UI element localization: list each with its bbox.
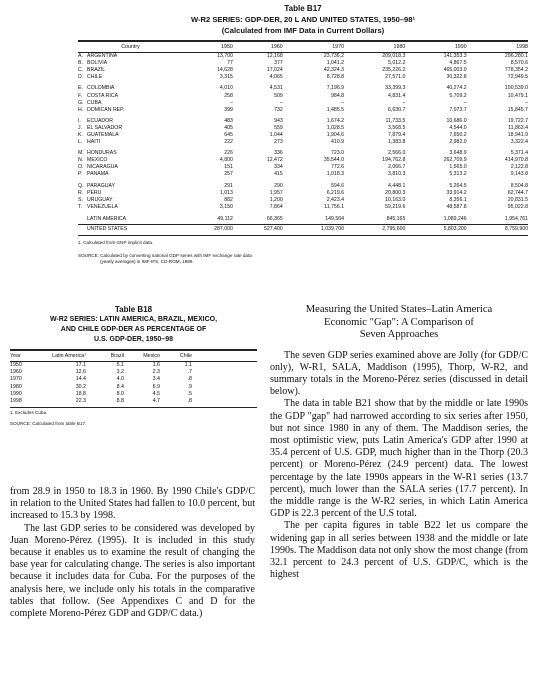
table-cell: 8.0 [116, 390, 124, 397]
paragraph: The per capita figures in table B22 let us compare the widening gap in all series between 1938 and the middle or late 1990s. The Maddison data not only show the most change (from 32.1 percent to 24.3 percent of U.S. GDP/C, which is the highest [270, 520, 528, 581]
table-cell: 882 [224, 196, 233, 203]
table-cell: 2,982.0 [449, 139, 467, 146]
table-cell: 72,949.5 [507, 74, 528, 81]
row-year: 1960 [10, 369, 22, 376]
table-cell: 20,831.5 [507, 196, 528, 203]
table-cell: 7,879.4 [388, 131, 406, 138]
col-header-latin-america: Latin America¹ [52, 353, 86, 359]
country-name: COSTA RICA [87, 92, 119, 99]
country-name: NICARAGUA [87, 164, 118, 171]
table-cell: 235,226.2 [382, 67, 406, 74]
table-cell: 10,479.1 [507, 92, 528, 99]
row-letter: D. [78, 74, 84, 81]
table-row [10, 376, 257, 383]
table-cell: – [229, 99, 233, 106]
table-row [78, 139, 528, 146]
row-letter: P. [78, 171, 83, 178]
table-b18-header-row [10, 351, 257, 362]
table-cell: 645 [224, 131, 233, 138]
table-cell: 483 [224, 117, 233, 124]
col-header-year: 1960 [270, 44, 283, 50]
table-cell: 95,022.8 [507, 203, 528, 210]
table-cell: 4,544.0 [449, 124, 467, 131]
table-cell: 48,587.8 [446, 203, 467, 210]
table-cell: 984.8 [331, 92, 345, 99]
table-cell: 410.9 [331, 139, 345, 146]
row-letter: A. [78, 53, 83, 60]
table-cell: 12.6 [75, 369, 86, 376]
table-b17 [78, 3, 528, 265]
table-cell: 20,800.3 [385, 189, 406, 196]
table-cell: 100,539.0 [504, 85, 528, 92]
table-row [10, 369, 257, 376]
table-cell: 3,568.5 [388, 124, 406, 131]
country-name: HONDURAS [87, 150, 117, 157]
table-cell: 2,423.4 [326, 196, 345, 203]
table-cell: 8.4 [116, 383, 124, 390]
table-cell: 59,219.6 [385, 203, 406, 210]
table-cell: 1,904.6 [326, 131, 345, 138]
table-b17-subtitle: (Calculated from IMF Data in Current Dollars) [221, 26, 385, 35]
table-cell: 1,200 [269, 196, 283, 203]
table-cell: 8,570.6 [510, 60, 528, 67]
table-row [78, 157, 528, 164]
table-row-latin-america [78, 215, 528, 225]
country-name: ECUADOR [87, 117, 113, 124]
table-cell: 10,686.0 [446, 117, 467, 124]
right-column-text [270, 304, 528, 581]
table-cell: 1,028.5 [326, 124, 345, 131]
table-row [78, 150, 528, 157]
col-header-country: Country [121, 44, 140, 50]
table-b18-title-line2: AND CHILE GDP-DER AS PERCENTAGE OF [60, 326, 207, 333]
table-cell: 399 [224, 106, 233, 113]
row-letter: M. [78, 150, 84, 157]
table-cell: 222 [224, 139, 233, 146]
table-cell: 1,383.8 [388, 139, 406, 146]
table-row [78, 132, 528, 139]
table-cell: 7,073.7 [449, 106, 467, 113]
table-b18-title: W-R2 SERIES: LATIN AMERICA, BRAZIL, MEXICO, [49, 316, 218, 323]
table-cell: 4,800 [219, 157, 233, 164]
table-b18 [10, 304, 257, 427]
table-cell: 5,709.2 [449, 92, 467, 99]
country-name: PARAGUAY [87, 182, 116, 189]
table-cell: 732 [274, 106, 283, 113]
section-heading-line: Economic "Gap": A Comparison of [324, 316, 474, 328]
section-heading-line: Measuring the United States–Latin America [305, 304, 493, 315]
table-row [10, 391, 257, 398]
table-cell: 1.1 [184, 362, 192, 369]
col-spacer [192, 369, 257, 376]
col-spacer [192, 384, 257, 391]
table-cell: 1,013 [219, 189, 233, 196]
col-spacer [192, 351, 257, 362]
table-cell: 30,322.8 [446, 74, 467, 81]
table-cell: – [525, 99, 528, 106]
table-b17-label: Table B17 [284, 4, 322, 13]
col-spacer [192, 362, 257, 370]
table-cell: 6,219.6 [326, 189, 345, 196]
table-cell: 5,313.2 [449, 171, 467, 178]
country-name: MEXICO [87, 157, 108, 164]
row-year: 1990 [10, 390, 22, 397]
table-cell: 4,831.4 [388, 92, 406, 99]
table-row [10, 398, 257, 405]
table-cell: 3.4 [152, 376, 160, 383]
table-row [78, 183, 528, 190]
table-cell: 1,485.5 [326, 106, 345, 113]
table-cell: 377 [274, 60, 283, 67]
row-letter [78, 215, 87, 225]
table-cell: 7,196.9 [326, 85, 345, 92]
table-b18-title-line3: U.S. GDP-DER, 1950–98 [94, 336, 173, 343]
table-b17-body [78, 53, 528, 236]
country-name: ARGENTINA [87, 53, 118, 60]
table-cell: .9 [187, 383, 192, 390]
table-cell: 8,504.8 [510, 182, 528, 189]
table-cell: 12,472 [266, 157, 283, 164]
table-cell: 1,674.2 [326, 117, 345, 124]
col-header-year: 1950 [221, 44, 233, 50]
table-row [78, 67, 528, 74]
table-cell: 2.3 [152, 369, 160, 376]
table-cell: 8,728.8 [326, 74, 345, 81]
paragraph: from 28.9 in 1950 to 18.3 in 1960. By 1990 Chile's GDP/C in relation to the United States had fallen to 10.0 percent, but increased to 15.3 by 1998. [10, 486, 255, 522]
table-row [78, 100, 528, 107]
table-cell: 4.7 [152, 398, 160, 405]
table-b18-label: Table B18 [114, 305, 153, 314]
table-row [78, 204, 528, 211]
table-cell: 1.6 [152, 362, 160, 369]
row-letter: T. [78, 203, 83, 210]
col-header-year: 1998 [516, 44, 528, 50]
row-letter: C. [78, 67, 84, 74]
table-cell: 1,041.2 [326, 60, 345, 67]
table-cell: 33,914.2 [446, 189, 467, 196]
country-name: VENEZUELA [87, 203, 118, 210]
row-letter: S. [78, 196, 83, 203]
country-name: BOLIVIA [87, 60, 108, 67]
table-cell: 4,065 [269, 74, 283, 81]
table-row [78, 190, 528, 197]
section-heading-line: Seven Approaches [359, 329, 439, 340]
table-b17-source: SOURCE: Calculated by converting national GDP series with IMF exchange rate data [78, 252, 252, 258]
row-letter: L. [78, 139, 83, 146]
table-cell: 5,264.5 [449, 182, 467, 189]
table-b18-footnote: 1. Excludes Cuba. [10, 410, 48, 416]
row-letter: I. [78, 117, 81, 124]
table-cell: 296,280.1 [504, 53, 528, 60]
table-cell: 66,365 [266, 215, 283, 222]
table-cell: 11,733.5 [385, 117, 406, 124]
col-header-year: 1970 [332, 44, 345, 50]
row-year: 1998 [10, 398, 22, 405]
country-name: GUATEMALA [87, 131, 119, 138]
table-row [10, 384, 257, 391]
row-letter: J. [78, 124, 83, 131]
paragraph: The seven GDP series examined above are Jolly (for GDP/C only), W-R1, SALA, Maddison (1995), Thorp, W-R2, and summary totals in the Moreno-Pérez series (discussed in detail below). [270, 349, 528, 398]
table-cell: 273 [274, 139, 283, 146]
table-cell: 3,810.3 [388, 171, 406, 178]
table-cell: 1,954,761 [504, 215, 528, 222]
table-cell: 4.0 [116, 376, 124, 383]
table-cell: 2,566.0 [388, 150, 406, 157]
table-b17-grid [78, 42, 528, 236]
col-header-year: 1980 [393, 44, 406, 50]
table-row [78, 107, 528, 114]
country-name: EL SALVADOR [87, 124, 123, 131]
table-cell: 8,356.1 [449, 196, 467, 203]
table-cell: .8 [187, 376, 192, 383]
table-cell: 77 [227, 60, 233, 67]
table-b18-source: SOURCE: Calculated from table B17. [10, 421, 87, 427]
country-name: DOMICAN REP. [87, 106, 125, 113]
table-cell: .8 [187, 398, 192, 405]
table-row [78, 85, 528, 92]
table-cell: 509 [274, 92, 283, 99]
table-cell: 30.2 [75, 383, 86, 390]
row-year: 1980 [10, 383, 22, 390]
table-cell: 2,795,600 [344, 224, 405, 235]
table-row [78, 164, 528, 171]
table-cell: 151 [224, 164, 233, 171]
table-row [78, 118, 528, 125]
table-cell: 3,648.9 [449, 150, 467, 157]
table-cell: 594.6 [331, 182, 345, 189]
table-cell: 291 [224, 182, 233, 189]
table-cell: 5,803,200 [405, 224, 466, 235]
row-year: 1950 [10, 362, 22, 369]
table-cell: 6.9 [152, 383, 160, 390]
row-year: 1970 [10, 376, 22, 383]
country-name: COLOMBIA [87, 85, 115, 92]
table-cell: 8.8 [116, 398, 124, 405]
table-cell: 336 [274, 150, 283, 157]
table-cell: 4,531 [269, 85, 283, 92]
table-cell: 3,150 [219, 203, 233, 210]
table-cell: 5.1 [116, 362, 124, 369]
table-cell: 772.6 [331, 164, 345, 171]
table-cell: 1,018.3 [326, 171, 345, 178]
table-cell: 14.4 [75, 376, 86, 383]
table-cell: 17.1 [75, 362, 86, 369]
row-letter: F. [78, 92, 83, 99]
col-header-chile: Chile [179, 353, 192, 359]
table-cell: 4,010 [219, 85, 233, 92]
table-cell: 13,700 [216, 53, 233, 60]
col-spacer [192, 391, 257, 398]
table-cell: 258 [224, 92, 233, 99]
table-b17-footnote: 1. Calculated from GNP implicit data. [78, 239, 154, 245]
row-letter [78, 224, 87, 235]
table-cell: 943 [274, 117, 283, 124]
col-spacer [192, 398, 257, 405]
country-name: CUBA [87, 99, 102, 106]
table-cell: 49,112 [217, 215, 233, 222]
table-cell: – [279, 99, 283, 106]
row-letter: G. [78, 99, 84, 106]
table-b18-grid [10, 351, 257, 405]
table-cell: 12,168 [266, 53, 283, 60]
left-column-text [10, 486, 255, 620]
row-letter: N. [78, 157, 84, 164]
table-cell: 40,274.2 [446, 85, 467, 92]
table-row [78, 60, 528, 67]
table-cell: 6,630.7 [388, 106, 406, 113]
row-letter: R. [78, 189, 84, 196]
table-cell: – [341, 99, 345, 106]
table-cell: 4,448.1 [388, 182, 406, 189]
table-b18-header [10, 304, 257, 345]
table-cell: 23,736.2 [323, 53, 345, 60]
row-letter: Q. [78, 182, 84, 189]
table-cell: 414,970.8 [504, 157, 528, 164]
table-cell: 2,122.8 [510, 164, 528, 171]
row-letter: H. [78, 106, 84, 113]
table-cell: 405 [224, 124, 233, 131]
table-cell: 1,565.0 [449, 164, 467, 171]
table-cell: 18.8 [75, 390, 86, 397]
table-cell: 415 [274, 171, 283, 178]
table-cell: 62,744.7 [507, 189, 528, 196]
table-cell: 17,024 [266, 67, 283, 74]
table-b17-title: W-R2 SERIES: GDP-DER, 20 L AND UNITED STATES, 1950–98¹ [190, 15, 416, 24]
table-cell: 11,756.1 [324, 203, 345, 210]
table-cell: 27,571.0 [385, 74, 406, 81]
table-cell: 845,165 [386, 215, 406, 222]
country-name: CHILE [87, 74, 103, 81]
row-label: UNITED STATES [87, 224, 183, 235]
table-cell: 15,845.7 [507, 106, 528, 113]
table-cell: 7,864 [269, 203, 283, 210]
table-cell: 4.5 [152, 390, 160, 397]
table-cell: 1,957 [269, 189, 283, 196]
table-cell: 287,000 [183, 224, 233, 235]
row-letter: E. [78, 85, 83, 92]
table-cell: .7 [187, 369, 192, 376]
table-cell: 10,163.0 [385, 196, 406, 203]
table-cell: 19,722.7 [507, 117, 528, 124]
col-header-year: 1990 [454, 44, 467, 50]
table-cell: 149,564 [325, 215, 345, 222]
table-cell: 9,143.8 [510, 171, 528, 178]
table-rule [10, 407, 257, 408]
col-header-brazil: Brazil [110, 353, 124, 359]
table-row [78, 171, 528, 178]
table-cell: 42,324.3 [323, 67, 345, 74]
table-cell: 1,039,700 [283, 224, 344, 235]
table-b18-body [10, 362, 257, 406]
table-cell: 2,066.7 [388, 164, 406, 171]
table-cell: 8,759,900 [467, 224, 528, 235]
table-cell: 778,354.2 [504, 67, 528, 74]
table-row [78, 125, 528, 132]
table-cell: 465,003.0 [443, 67, 467, 74]
paragraph: The last GDP series to be considered was developed by Juan Moreno-Pérez (1995). It is included in this study because it enables us to examine the result of changing the base year for calculating change. The series is also important because it includes data for Cuba. For the purposes of the analysis here, we include only his totals in the comparative tables that follow. (See Appendixes C and D for the complete Moreno-Pérez GDP and GDP/C data.) [10, 522, 255, 620]
table-b17-header-row [78, 42, 528, 53]
col-spacer [192, 376, 257, 383]
paragraph: The data in table B21 show that by the middle or late 1990s the GDP "gap" had narrowed according to six series after 1950, but not since 1980 in any of them. The Maddison series, the most optimistic view, puts Latin America's GDP after 1990 at 35.4 percent of U.S. GDP, much higher than in the Thorp (20.3 percent) or Moreno-Pérez (24.9 percent) data. The lowest percentage by the late 1990s appears in the W-R1 series (13.7 percent), much lower than the SALA series (17.7 percent). In the middle range is the W-R2 series, in which Latin America GDP is 22.3 percent of the U.S total. [270, 398, 528, 520]
table-cell: 11,863.4 [508, 124, 528, 131]
row-letter: B. [78, 60, 83, 67]
table-cell: 5,012.2 [388, 60, 406, 67]
table-cell: 723.0 [331, 150, 345, 157]
table-row [78, 53, 528, 61]
row-letter: O. [78, 164, 84, 171]
table-cell: – [463, 99, 467, 106]
table-cell: 35,544.0 [323, 157, 345, 164]
table-row [10, 362, 257, 370]
table-cell: 141,353.3 [443, 53, 467, 60]
table-cell: 3.2 [116, 369, 124, 376]
table-cell: 290 [274, 182, 283, 189]
country-name: HAITI [87, 139, 101, 146]
table-cell: 22.3 [75, 398, 86, 405]
table-cell: 194,762.8 [382, 157, 406, 164]
table-cell: 14,628 [216, 67, 233, 74]
table-row-united-states [78, 224, 528, 235]
table-cell: 1,044 [269, 131, 283, 138]
table-cell: 3,315 [219, 74, 233, 81]
table-cell: 209,018.3 [382, 53, 406, 60]
table-cell: 226 [224, 150, 233, 157]
table-cell: 7,650.2 [449, 131, 467, 138]
country-name: PERU [87, 189, 102, 196]
table-cell: 3,322.4 [510, 139, 528, 146]
table-b17-header [78, 3, 528, 36]
table-cell: 334 [274, 164, 283, 171]
table-row [78, 92, 528, 99]
country-name: BRAZIL [87, 67, 106, 74]
table-cell: 5,371.4 [510, 150, 528, 157]
table-cell: 262,709.9 [443, 157, 467, 164]
table-b17-source-cont: (yearly averages) in IMF-IFS, CD-ROM, 1999. [100, 258, 194, 264]
table-cell: 1,089,246 [443, 215, 467, 222]
table-cell: 559 [274, 124, 283, 131]
table-cell: 527,400 [233, 224, 283, 235]
col-header-mexico: Mexico [143, 353, 160, 359]
col-header-year: Year [10, 353, 21, 359]
row-label: LATIN AMERICA [87, 215, 127, 222]
table-row [78, 74, 528, 81]
row-letter: K. [78, 131, 83, 138]
table-cell: 4,867.5 [449, 60, 467, 67]
table-cell: 33,399.3 [385, 85, 406, 92]
section-heading [270, 304, 528, 342]
table-row [78, 197, 528, 204]
table-cell: 18,941.9 [507, 131, 528, 138]
table-cell: – [402, 99, 406, 106]
table-cell: 257 [224, 171, 233, 178]
country-name: URUGUAY [87, 196, 113, 203]
table-cell: .5 [187, 390, 192, 397]
country-name: PANAMA [87, 171, 109, 178]
